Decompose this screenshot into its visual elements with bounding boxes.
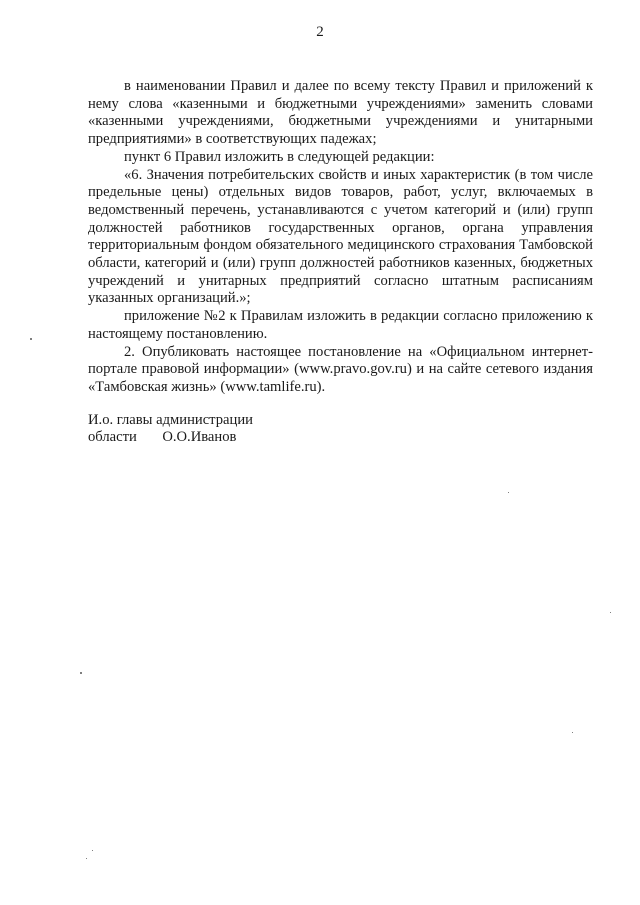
paragraph-appendix-2: приложение №2 к Правилам изложить в редакции согласно приложению к настоящему постановлению. xyxy=(88,308,593,342)
paragraph-publication: 2. Опубликовать настоящее постановление на «Официальном интернет-портале правовой информации» (www.pravo.gov.ru) и на сайте сетевого издания «Тамбовская жизнь» (www.tamlife.ru). xyxy=(88,343,593,395)
paragraph-point-6-text: «6. Значения потребительских свойств и иных характеристик (в том числе предельные цены) отдельных видов товаров, работ, услуг, включаемых в ведомственный перечень, устанавливаются с учетом категорий и (или) групп должностей работников государственных органов, органа управления территориальным фондом обязательного медицинского страхования Тамбовской области, категорий и (или) групп должностей работников казенных, бюджетных учреждений и унитарных предприятий согласно штатным расписаниям указанных организаций.»; xyxy=(88,166,593,307)
scan-speck xyxy=(86,858,87,859)
scan-speck xyxy=(80,672,82,674)
scan-speck xyxy=(508,492,509,493)
signature-title: И.о. главы администрации xyxy=(88,412,253,428)
signature-block xyxy=(88,412,253,446)
signature-name: области О.О.Иванов xyxy=(88,429,237,445)
paragraph-naming-amendment: в наименовании Правил и далее по всему тексту Правил и приложений к нему слова «казенными и бюджетными учреждениями» заменить словами «казенными учреждениями, бюджетными учреждениями и унитарными предприятиями» в соответствующих падежах; xyxy=(88,78,593,148)
scan-speck xyxy=(30,338,32,340)
scan-speck xyxy=(572,732,573,733)
page-number: 2 xyxy=(316,24,324,40)
scan-speck xyxy=(610,612,611,613)
scan-speck xyxy=(92,850,93,851)
document-body xyxy=(88,78,593,397)
paragraph-point-6-intro: пункт 6 Правил изложить в следующей редакции: xyxy=(124,148,435,165)
